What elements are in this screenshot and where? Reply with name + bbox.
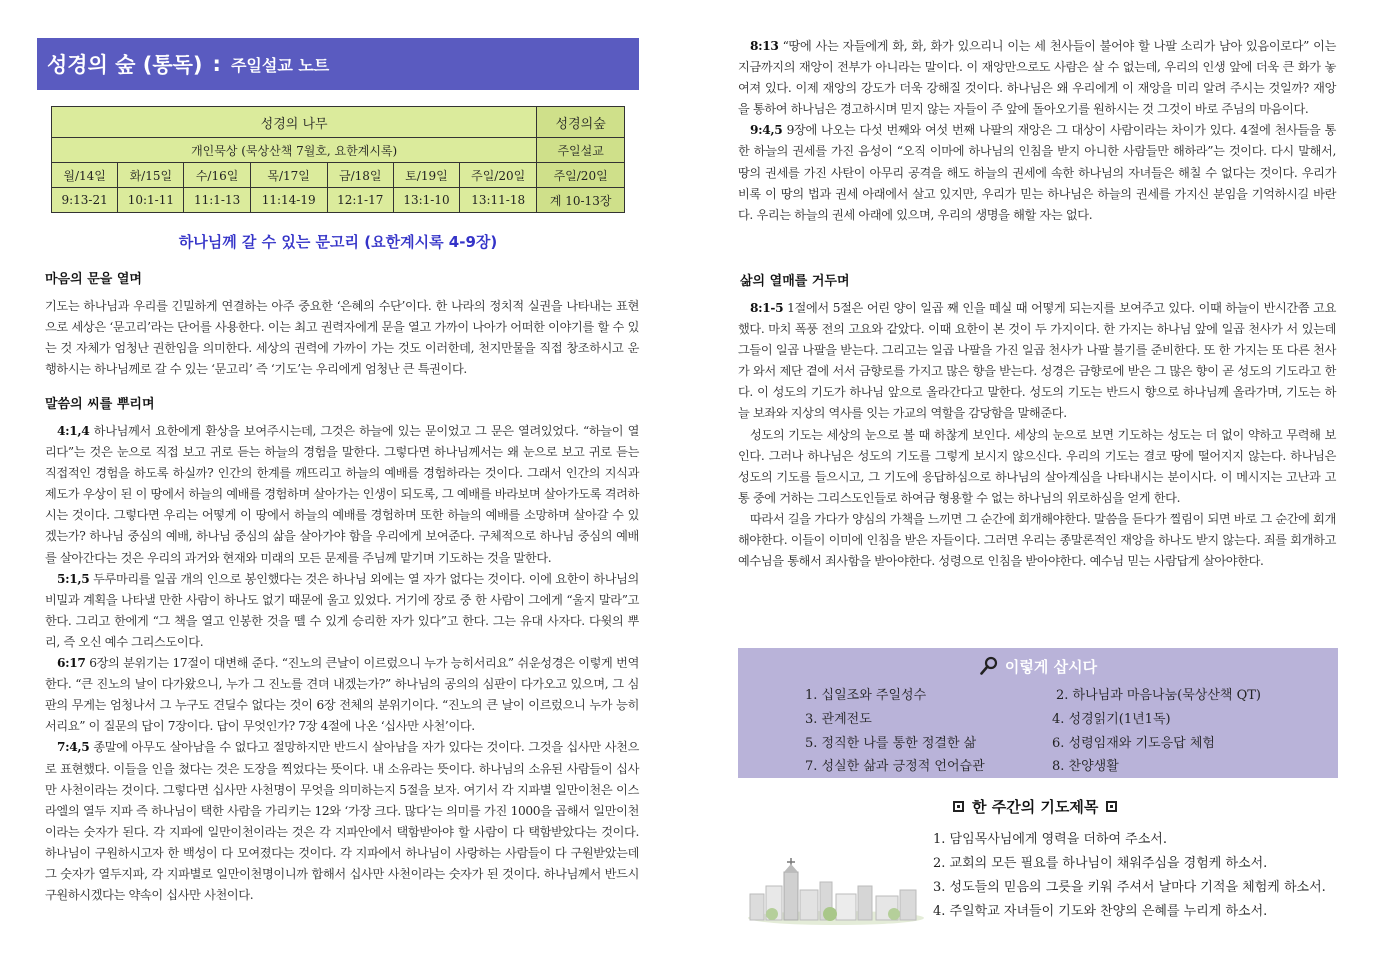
day-cell: 주일/20일 (460, 163, 537, 188)
live-item: 3. 관계전도 (805, 712, 872, 727)
prayer-item: 3. 성도들의 믿음의 그릇을 키워 주셔서 날마다 기적을 체험케 하소서. (933, 880, 1326, 895)
live-box (738, 648, 1338, 778)
devotion-label: 개인묵상 (묵상산책 7월호, 요한계시록) (52, 138, 537, 163)
passage-cell: 11:14-19 (250, 188, 327, 213)
paragraph: 9:4,5 9장에 나오는 다섯 번째와 여섯 번째 나팔의 재앙은 그 대상이 사람이라는 차이가 있다. 4절에 천사들을 통한 하늘의 권세를 가진 음성이 “오직 이마에 하나님의 인침을 받지 아니한 사람들만 해하라”는 것이다. 다시 말해서, 땅의 권세를 가진 사탄이 아무리 공격을 해도 하늘의 권세에 속한 하나님의 자녀들은 해칠 수 없다는 것이다. 우리가 비록 이 땅의 법과 권세 아래에서 살고 있지만, 우리가 믿는 하나님은 하늘의 권세를 가지신 분임을 기억하시길 바란다. 우리는 하늘의 권세 아래에 있으며, 우리의 생명을 해할 자는 없다. (738, 123, 1336, 222)
verse-ref: 4:1,4 (57, 424, 90, 438)
paragraph: 6:17 6장의 분위기는 17절이 대변해 준다. “진노의 큰날이 이르렀으니 누가 능히서리요” 쉬운성경은 이렇게 번역한다. “큰 진노의 날이 다가왔으니, 누가 그 진노를 견뎌 내겠는가?” 하나님의 공의의 심판이 다가오고 있으며, 그 심판의 무게는 엄청나서 그 누구도 견딜수 없다는 것이 6장 전체의 분위기이다. “진노의 큰 날이 이르렀으니 누가 능히 서리요” 이 질문의 답이 7장이다. 답이 무엇인가? 7장 4절에 나온 ‘십사만 사천’이다. (45, 656, 639, 734)
verse-ref: 8:1-5 (750, 301, 784, 315)
days-row (52, 163, 625, 188)
passage-cell: 12:1-17 (327, 188, 393, 213)
passage-cell: 10:1-11 (118, 188, 184, 213)
live-item: 4. 성경읽기(1년1독) (1052, 712, 1171, 727)
day-cell: 수/16일 (184, 163, 250, 188)
paragraph: 8:1-5 1절에서 5절은 어린 양이 일곱 째 인을 떼실 때 어떻게 되는지를 보여주고 있다. 이때 하늘이 반시간쯤 고요했다. 마치 폭풍 전의 고요와 같았다. 이때 요한이 본 것이 두 가지이다. 한 가지는 하나님 앞에 일곱 천사가 서 있는데 그들이 일곱 나팔을 받는다. 그리고는 일곱 나팔을 가진 일곱 천사가 나팔 불기를 준비한다. 또 한 가지는 또 다른 천사가 와서 제단 곁에 서서 금향로를 가지고 많은 향을 받는다. 성경은 금향로에 받은 그 많은 향이 곧 성도의 기도라고 한다. 이 성도의 기도가 하나님 앞으로 올라간다고 말한다. 성도의 기도는 반드시 향으로 하나님께 올라가며, 기도는 하늘 보좌와 지상의 역사를 잇는 가교의 역할을 감당함을 말해준다. (738, 301, 1336, 421)
day-cell: 주일/20일 (537, 163, 625, 188)
day-cell: 금/18일 (327, 163, 393, 188)
live-item: 8. 찬양생활 (1052, 759, 1119, 774)
paragraph: 7:4,5 종말에 아무도 살아남을 수 없다고 절망하지만 반드시 살아남을 자가 있다는 것이다. 그것을 십사만 사천으로 표현했다. 이들을 인을 쳤다는 것은 도장을 찍었다는 뜻이다. 내 소유라는 뜻이다. 하나님의 소유된 사람들이 십사만 사천이라는 것이다. 그렇다면 십사만 사천명이 무엇을 의미하는지 5절을 보자. 여기서 각 지파별 일만이천은 이스라엘의 열두 지파 즉 하나님이 택한 사람을 가리키는 12와 ‘가장 크다. 많다’는 의미를 가진 1000을 곱해서 일만이천이라는 숫자가 된다. 각 지파에 일만이천이라는 것은 각 지파안에서 택함받아야 할 사람이 다 택함받았다는 것이다. 하나님이 구원하시고자 한 백성이 다 모여졌다는 것이다. 각 지파에서 하나님이 사랑하는 사람들이 다 구원받았는데 그 숫자가 열두지파, 각 지파별로 일만이천명이니까 합해서 십사만 사천이라는 숫자가 된 것이다. 하나님께서 반드시 구원하시겠다는 약속이 십사만 사천이다. (45, 740, 639, 903)
paragraph: 성도의 기도는 세상의 눈으로 볼 때 하찮게 보인다. 세상의 눈으로 보면 기도하는 성도는 더 없이 약하고 무력해 보인다. 그러나 하나님은 성도의 기도를 그렇게 보시지 않으신다. 우리의 기도는 결코 땅에 떨어지지 않는다. 하나님은 성도의 기도를 들으시고, 그 기도에 응답하심으로 하나님의 살아계심을 나타내시는 분이시다. 이 메시지는 고난과 고통 중에 거하는 그리스도인들로 하여금 형용할 수 없는 하나님의 위로하심을 얻게 한다. (738, 427, 1336, 505)
tree-label: 성경의 나무 (52, 107, 537, 138)
prayer-item: 1. 담임목사님에게 영력을 더하여 주소서. (933, 832, 1167, 847)
day-cell: 월/14일 (52, 163, 118, 188)
live-item: 1. 십일조와 주일성수 (805, 688, 927, 703)
sermon-title: 하나님께 갈 수 있는 문고리 (요한계시록 4-9장) (178, 233, 498, 251)
magnifier-icon (979, 656, 999, 676)
open-heart-heading: 마음의 문을 열며 (45, 272, 142, 287)
paragraph: 4:1,4 하나님께서 요한에게 환상을 보여주시는데, 그것은 하늘에 있는 문이었고 그 문은 열려있었다. “하늘이 열리다”는 것은 눈으로 직접 보고 귀로 듣는 하늘의 경험을 말한다. 그렇다면 하나님께서는 왜 눈으로 보고 귀로 듣는 직접적인 경험을 하도록 하실까? 인간의 한계를 깨뜨리고 하늘의 예배를 경험하라는 것이다. 그래서 인간의 지식과 제도가 우상이 된 이 땅에서 하늘의 예배를 경험하며 살아가는 인생이 되도록, 그 예배를 바라보며 살아가도록 격려하시는 것이다. 그렇다면 우리는 어떻게 이 땅에서 하늘의 예배를 경험하며 또한 하늘의 예배를 소망하며 살아갈 수 있겠는가? 하나님 중심의 예배, 하나님 중심의 삶을 살아가야 함을 우리에게 보여준다. 구체적으로 하나님 중심의 예배를 살아간다는 것은 우리의 과거와 현재와 미래의 모든 문제를 주님께 맡기며 기도하는 것을 말한다. (45, 424, 639, 565)
paragraph: 8:13 “땅에 사는 자들에게 화, 화, 화가 있으리니 이는 세 천사들이 불어야 할 나팔 소리가 남아 있음이로다” 이는 지금까지의 재앙이 전부가 아니라는 말이다. 이 재앙만으로도 사람은 살 수 없는데, 우리의 인생 앞에 더욱 큰 화가 놓여져 있다. 이제 재앙의 강도가 더욱 강해질 것이다. 하나님은 왜 우리에게 이 재앙을 미리 알려 주시는 것일까? 재앙을 통하여 하나님은 경고하시며 믿지 않는 자들이 주 앞에 돌아오기를 원하시는 것 그것이 바로 주님의 마음이다. (738, 39, 1336, 117)
reading-schedule-table (51, 106, 625, 213)
prayer-item: 4. 주일학교 자녀들이 기도와 찬양의 은혜를 누리게 하소서. (933, 904, 1268, 919)
live-item: 6. 성령임재와 기도응답 체험 (1052, 736, 1215, 751)
passage-cell: 11:1-13 (184, 188, 250, 213)
verse-ref: 5:1,5 (57, 571, 90, 586)
live-item: 7. 성실한 삶과 긍정적 언어습관 (805, 759, 985, 774)
sermon-label: 주일설교 (537, 138, 625, 163)
prayer-title: 한 주간의 기도제목 (953, 796, 1117, 817)
day-cell: 목/17일 (250, 163, 327, 188)
header-title: 성경의 숲 (통독) (47, 53, 203, 77)
church-city-illustration (746, 850, 926, 926)
sow-word-text (45, 421, 639, 906)
day-cell: 화/15일 (118, 163, 184, 188)
passages-row (52, 188, 625, 213)
live-item: 5. 정직한 나를 통한 정결한 삶 (805, 736, 977, 751)
paragraph: 기도는 하나님과 우리를 긴밀하게 연결하는 아주 중요한 ‘은혜의 수단’이다. 한 나라의 정치적 실권을 나타내는 표현으로 세상은 ‘문고리’라는 단어를 사용한다. 이는 최고 권력자에게 문을 열고 가까이 나아가 어떠한 이야기를 할 수 있는 것 자체가 엄청난 권한임을 의미한다. 세상의 권력에 가까이 가는 것도 이러한데, 천지만물을 직접 창조하시고 운행하시는 하나님께로 갈 수 있는 ‘문고리’ 즉 ‘기도’는 우리에게 엄청난 큰 특권이다. (45, 299, 639, 377)
live-item: 2. 하나님과 마음나눔(묵상산책 QT) (1056, 688, 1261, 703)
verse-ref: 8:13 (750, 39, 779, 53)
harvest-text (738, 298, 1336, 572)
verse-ref: 7:4,5 (57, 740, 90, 755)
passage-cell: 계 10-13장 (537, 188, 625, 213)
prayer-item: 2. 교회의 모든 필요를 하나님이 채워주심을 경험케 하소서. (933, 856, 1268, 871)
passage-cell: 13:11-18 (460, 188, 537, 213)
right-top-text (738, 36, 1336, 226)
header-subtitle: 주일설교 노트 (230, 55, 330, 75)
passage-cell: 13:1-10 (393, 188, 459, 213)
live-box-title: 이렇게 삽시다 (738, 656, 1338, 677)
square-bullet-icon (1106, 801, 1117, 812)
sow-word-heading: 말씀의 씨를 뿌리며 (45, 397, 155, 412)
square-bullet-icon (953, 801, 964, 812)
harvest-heading: 삶의 열매를 거두며 (740, 274, 850, 289)
verse-ref: 6:17 (57, 656, 86, 671)
day-cell: 토/19일 (393, 163, 459, 188)
open-heart-text (45, 296, 639, 380)
paragraph: 5:1,5 두루마리를 일곱 개의 인으로 봉인했다는 것은 하나님 외에는 열 자가 없다는 것이다. 이에 요한이 하나님의 비밀과 계획을 나타낼 만한 사람이 하나도 없기 때문에 울고 있었다. 거기에 장로 중 한 사람이 그에게 “울지 말라”고 한다. 그리고 한에게 “그 책을 열고 인봉한 것을 뗄 수 있게 승리한 자가 있다”고 한다. 그는 유대 사자다. 다윗의 뿌리, 즉 오신 예수 그리스도이다. (45, 571, 639, 649)
paragraph: 따라서 길을 가다가 양심의 가책을 느끼면 그 순간에 회개해야한다. 말씀을 듣다가 찔림이 되면 바로 그 순간에 회개해야한다. 이들이 이미에 인침을 받은 자들이다. 그러면 우리는 종말론적인 재앙을 하나도 받지 않는다. 죄를 회개하고 예수님을 통해서 죄사함을 받아야한다. 성령으로 인침을 받아야한다. 예수님 믿는 사람답게 살아야한다. (738, 511, 1336, 569)
passage-cell: 9:13-21 (52, 188, 118, 213)
header-banner (37, 38, 639, 90)
forest-label: 성경의숲 (537, 107, 625, 138)
verse-ref: 9:4,5 (750, 123, 783, 138)
header-colon: : (212, 52, 221, 76)
